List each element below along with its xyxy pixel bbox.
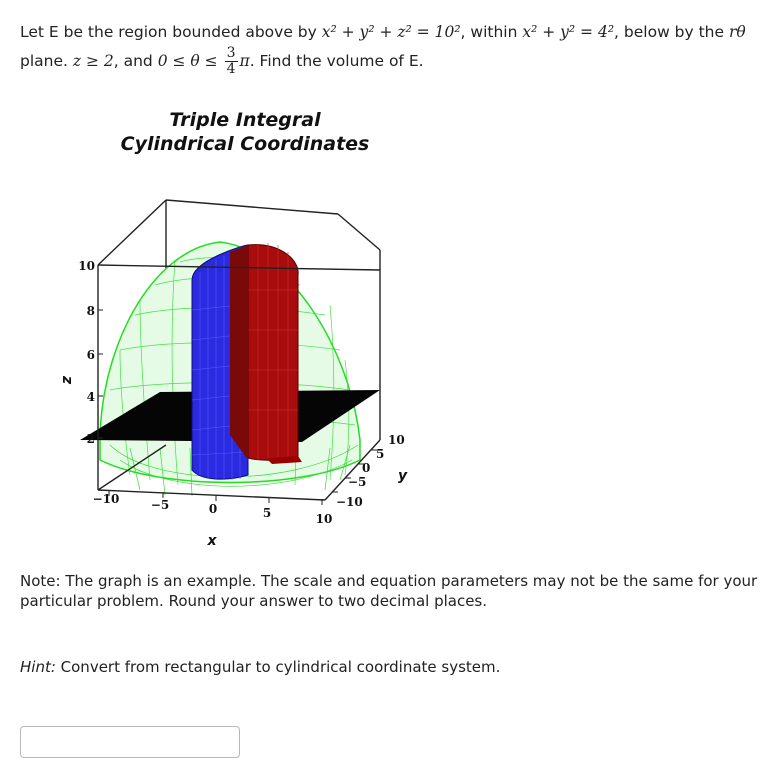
cylinder-red-face (230, 243, 302, 464)
z-tick-4: 4 (86, 390, 95, 404)
y-tick-0: 0 (362, 461, 371, 475)
problem-text-5: , and (113, 52, 153, 70)
theta-condition: 0 ≤ θ ≤ (157, 52, 218, 70)
x-axis-label: x (207, 533, 217, 549)
z-tick-2: 2 (86, 432, 95, 446)
fraction-numerator: 3 (226, 45, 236, 61)
problem-text-2: , within (460, 23, 518, 41)
chart-title-line-1: Triple Integral (169, 109, 321, 131)
y-axis-label: y (398, 468, 408, 484)
theta-fraction (225, 46, 238, 77)
y-tick-10: 10 (388, 433, 405, 447)
sphere-equation: x² + y² + z² = 10² (321, 23, 461, 41)
x-tick-10: 10 (315, 512, 333, 526)
pi-symbol: π (239, 52, 250, 70)
z-tick-10: 10 (78, 259, 95, 273)
x-tick-5: 5 (262, 506, 272, 520)
y-tick-neg10: −10 (336, 495, 363, 509)
chart-title-line-2: Cylindrical Coordinates (120, 133, 370, 155)
problem-text-6: . Find the volume of E. (249, 52, 424, 70)
rtheta-symbol: rθ (728, 23, 746, 41)
hint (20, 657, 500, 677)
cylinder-equation: x² + y² = 4² (522, 23, 615, 41)
fraction-denominator: 4 (226, 61, 236, 77)
chart-title (100, 108, 390, 156)
problem-text-3: , below by the (614, 23, 725, 41)
z-axis-label: z (59, 375, 75, 385)
x-tick-0: 0 (208, 502, 218, 516)
problem-text-1: Let E be the region bounded above by (20, 23, 317, 41)
hint-text: Convert from rectangular to cylindrical coordinate system. (55, 658, 501, 676)
y-tick-neg5: −5 (348, 475, 367, 489)
z-tick-8: 8 (86, 304, 95, 318)
problem-statement (20, 18, 760, 77)
note-text: Note: The graph is an example. The scale and equation parameters may not be the same for your particular problem. Round your answer to two decimal places. (20, 572, 758, 610)
problem-text-4: plane. (20, 52, 68, 70)
hint-label: Hint: (20, 658, 56, 676)
y-tick-5: 5 (376, 447, 385, 461)
x-tick-neg5: −5 (150, 498, 170, 512)
3d-plot (40, 190, 420, 560)
x-tick-neg10: −10 (92, 492, 120, 506)
z-condition: z ≥ 2 (72, 52, 114, 70)
z-tick-6: 6 (86, 348, 95, 362)
answer-input[interactable] (20, 726, 240, 758)
